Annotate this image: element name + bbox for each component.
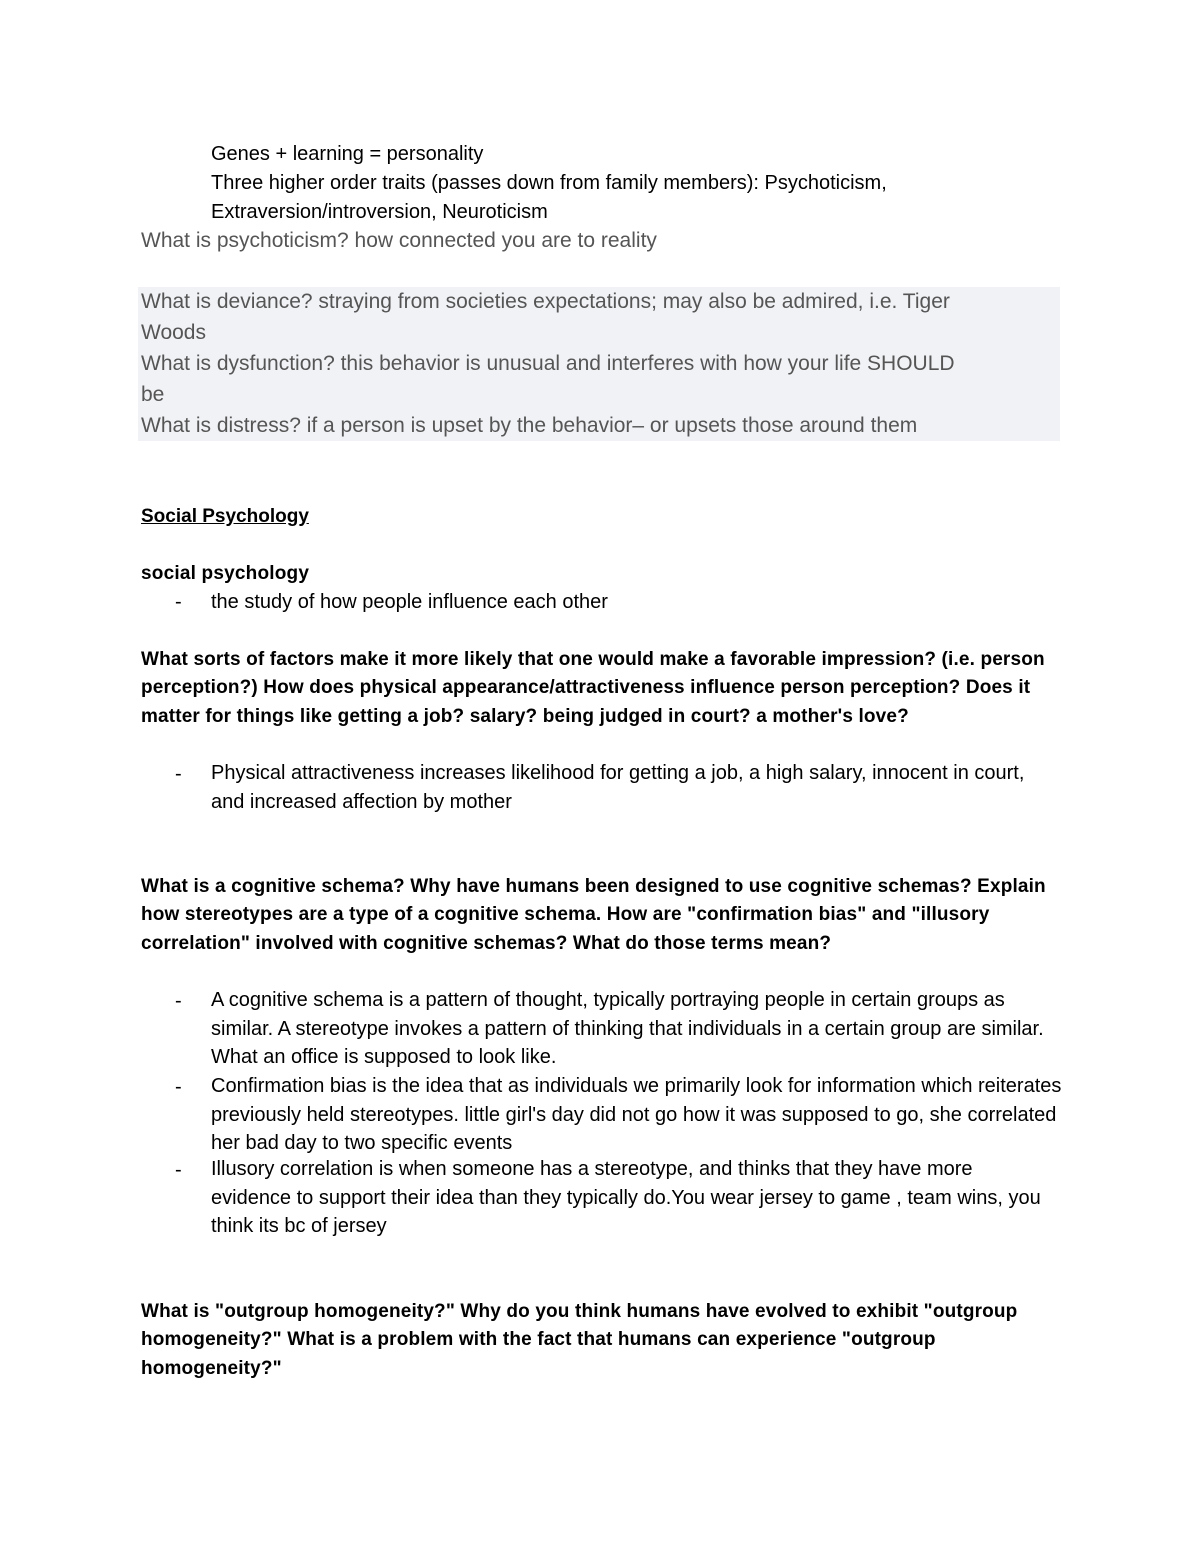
traits-line-cont: Extraversion/introversion, Neuroticism	[211, 201, 548, 223]
answer-1: Physical attractiveness increases likelihood for getting a job, a high salary, innocent in court, and increased affection by mother	[211, 762, 1025, 813]
psychoticism-line: What is psychoticism? how connected you are to reality	[141, 229, 657, 252]
deviance-line-cont: Woods	[141, 321, 206, 344]
answer-2a: A cognitive schema is a pattern of thought, typically portraying people in certain groups as similar. A stereotype invokes a pattern of thinking that individuals in a certain group are similar. What an office is supposed to look like.	[211, 989, 1044, 1068]
question-2: What is a cognitive schema? Why have humans been designed to use cognitive schemas? Explain how stereotypes are a type of a cognitive schema. How are "confirmation bias" and "illusory correlation" involved with cognitive schemas? What do those terms mean?	[141, 876, 1046, 954]
answer-2b: Confirmation bias is the idea that as individuals we primarily look for information which reiterates previously held stereotypes. little girl's day did not go how it was supposed to go, she correlated her bad day to two specific events	[211, 1075, 1062, 1154]
genes-line: Genes + learning = personality	[211, 143, 484, 165]
dysfunction-line-cont: be	[141, 383, 165, 406]
bullet-dash: -	[175, 763, 182, 785]
bullet-dash: -	[175, 990, 182, 1012]
bullet-dash: -	[175, 591, 182, 613]
term-definition: the study of how people influence each other	[211, 591, 608, 613]
bullet-dash: -	[175, 1159, 182, 1181]
bullet-dash: -	[175, 1076, 182, 1098]
question-3: What is "outgroup homogeneity?" Why do you think humans have evolved to exhibit "outgroup homogeneity?" What is a problem with the fact that humans can experience "outgroup homogeneity?"	[141, 1301, 1018, 1379]
distress-line: What is distress? if a person is upset by the behavior– or upsets those around them	[141, 414, 918, 437]
answer-2c: Illusory correlation is when someone has a stereotype, and thinks that they have more evidence to support their idea than they typically do.You wear jersey to game , team wins, you think its bc of jersey	[211, 1158, 1041, 1237]
section-heading: Social Psychology	[141, 506, 309, 527]
question-1: What sorts of factors make it more likely that one would make a favorable impression? (i.e. person perception?) How does physical appearance/attractiveness influence person perception? Does it matter for things like getting a job? salary? being judged in court? a mother's love?	[141, 649, 1045, 727]
deviance-line: What is deviance? straying from societies expectations; may also be admired, i.e. Tiger	[141, 290, 950, 313]
traits-line: Three higher order traits (passes down from family members): Psychoticism,	[211, 172, 887, 194]
term-heading: social psychology	[141, 563, 310, 584]
dysfunction-line: What is dysfunction? this behavior is unusual and interferes with how your life SHOULD	[141, 352, 955, 375]
